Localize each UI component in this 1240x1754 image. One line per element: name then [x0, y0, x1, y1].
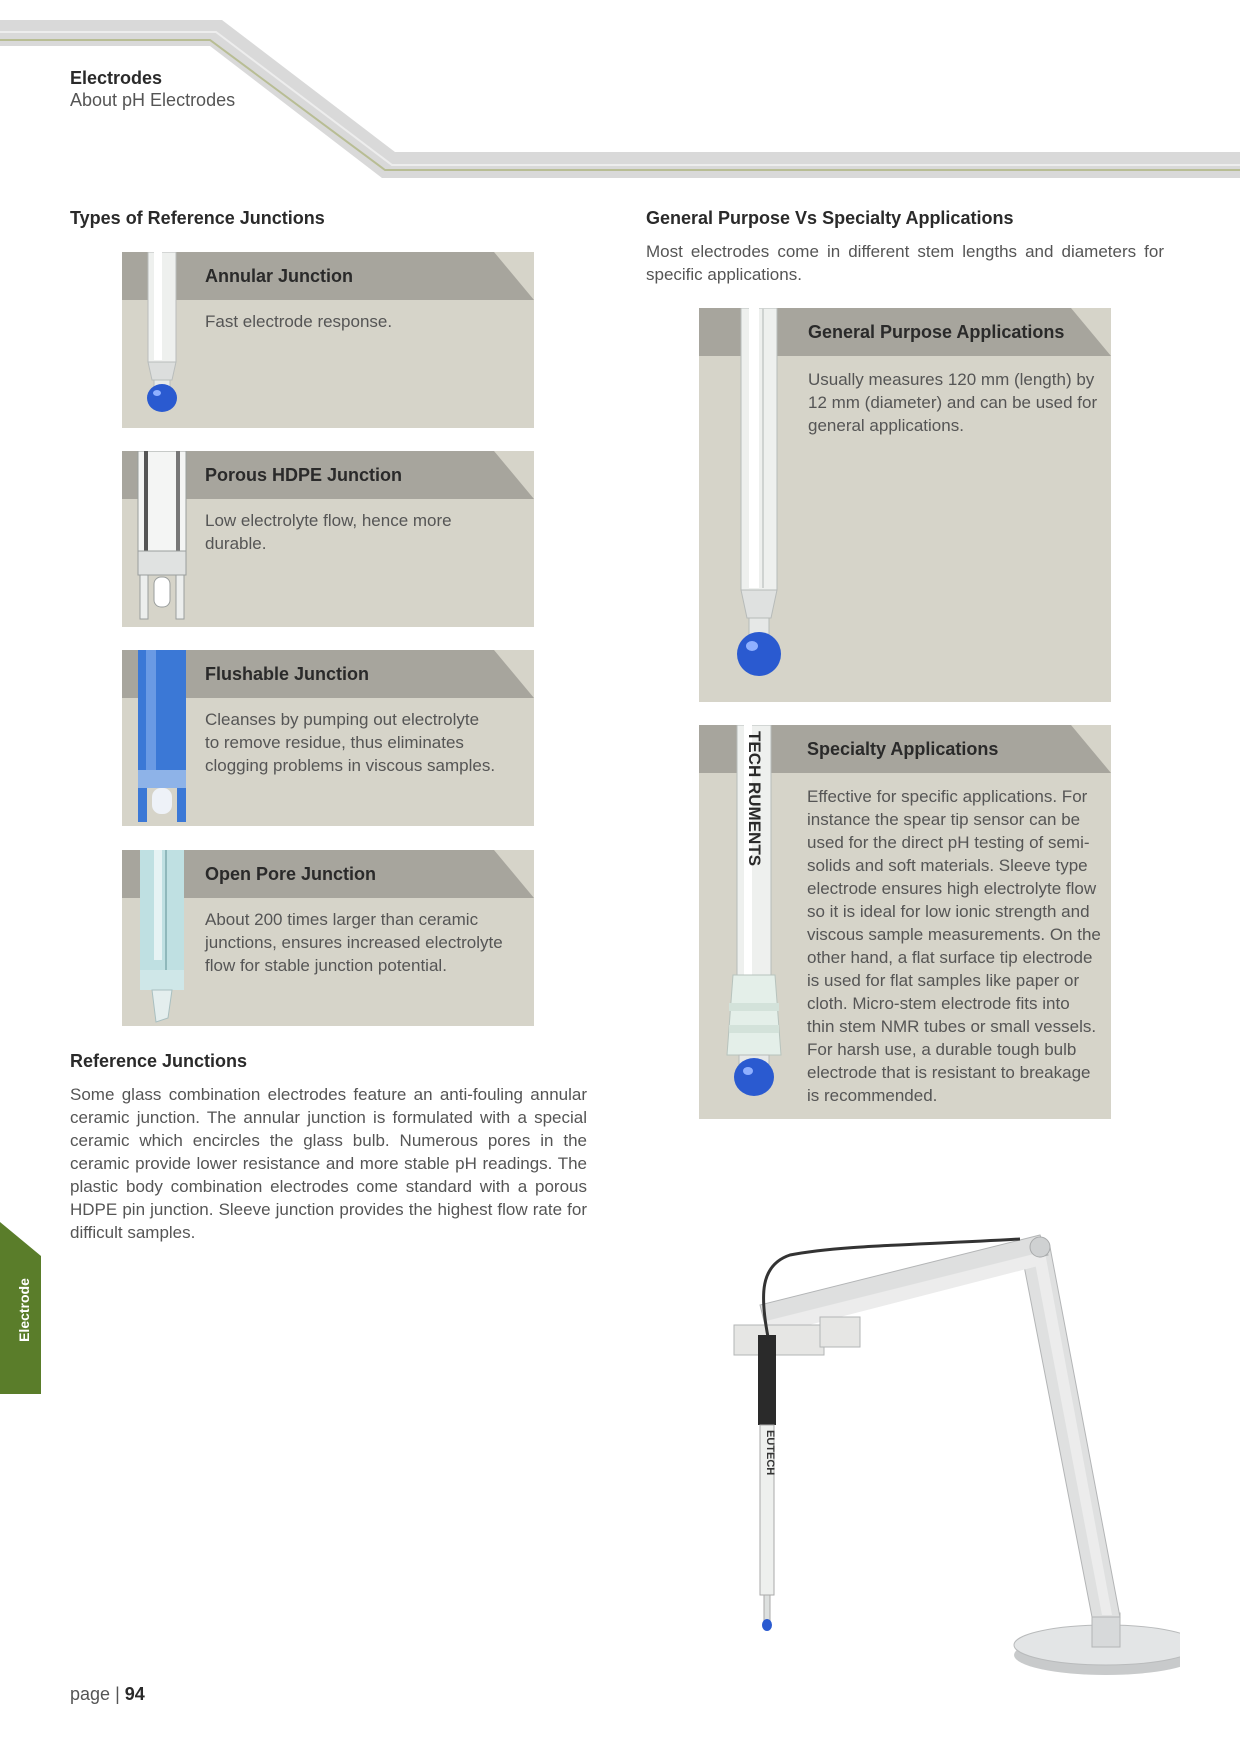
types-of-reference-junctions-title: Types of Reference Junctions [70, 208, 325, 228]
open-pore-electrode-image [132, 850, 194, 1026]
page-number-value: 94 [124, 1684, 145, 1704]
flushable-junction-card [122, 650, 534, 826]
reference-junctions-text: Some glass combination electrodes feature an anti-fouling annular ceramic junction. The annular junction is formulated with a special ceramic which encircles the glass bulb. Numerous pores in the ceramic provide lower resistance and more stable pH readings. The plastic body combination electrodes come standard with a porous HDPE pin junction. Sleeve junction provides the highest flow rate for difficult samples. [70, 1085, 587, 1242]
applications-intro-text: Most electrodes come in different stem lengths and diameters for specific applications. [646, 242, 1164, 284]
general-purpose-card [699, 308, 1111, 702]
flushable-electrode-image [132, 650, 194, 826]
open-pore-junction-title: Open Pore Junction [205, 864, 377, 884]
header-title: Electrodes [70, 68, 163, 88]
stand-electrode-brand-text: EUTECH [764, 1430, 776, 1476]
header-subtitle: About pH Electrodes [70, 90, 236, 110]
page-label: page [70, 1684, 111, 1704]
annular-junction-card [122, 252, 534, 428]
page-number [70, 1684, 145, 1705]
porous-hdpe-junction-desc: Low electrolyte flow, hence more durable. [205, 511, 452, 553]
flushable-junction-title: Flushable Junction [205, 664, 370, 684]
general-purpose-desc: Usually measures 120 mm (length) by 12 mm (diameter) and can be used for general applications. [808, 370, 1098, 435]
electrode-stand-image [720, 1225, 1180, 1685]
porous-hdpe-junction-title: Porous HDPE Junction [205, 465, 403, 485]
reference-junctions-title: Reference Junctions [70, 1051, 248, 1071]
specialty-title: Specialty Applications [807, 739, 999, 759]
annular-junction-title: Annular Junction [205, 266, 353, 286]
specialty-electrode-image [709, 725, 799, 1119]
open-pore-junction-card [122, 850, 534, 1026]
porous-hdpe-electrode-image [132, 451, 194, 627]
open-pore-junction-desc: About 200 times larger than ceramic junctions, ensures increased electrolyte flow for stable junction potential. [205, 910, 503, 975]
side-tab-label: Electrode [16, 1278, 32, 1342]
annular-junction-desc: Fast electrode response. [205, 312, 393, 331]
specialty-desc: Effective for specific applications. For instance the spear tip sensor can be used for the direct pH testing of semi- solids and soft materials. Sleeve type electrode ensures high electrolyte flow so it is ideal for low ionic strength and viscous sample measurements. On the other hand, a flat surface tip electrode is used for flat samples like paper or cloth. Micro-stem electrode fits into thin stem NMR tubes or small vessels. For harsh use, a durable tough bulb electrode that is resistant to breakage is recommended. [807, 787, 1101, 1105]
general-purpose-electrode-image [719, 308, 799, 702]
annular-junction-electrode-image [132, 252, 194, 428]
applications-section-title: General Purpose Vs Specialty Applications [646, 208, 1014, 228]
electrode-brand-text: TECH RUMENTS [745, 731, 764, 867]
general-purpose-title: General Purpose Applications [808, 322, 1065, 342]
specialty-card [699, 725, 1111, 1119]
page-separator: | [115, 1684, 120, 1704]
flushable-junction-desc: Cleanses by pumping out electrolyte to remove residue, thus eliminates clogging problems in viscous samples. [205, 710, 496, 775]
porous-hdpe-junction-card [122, 451, 534, 627]
